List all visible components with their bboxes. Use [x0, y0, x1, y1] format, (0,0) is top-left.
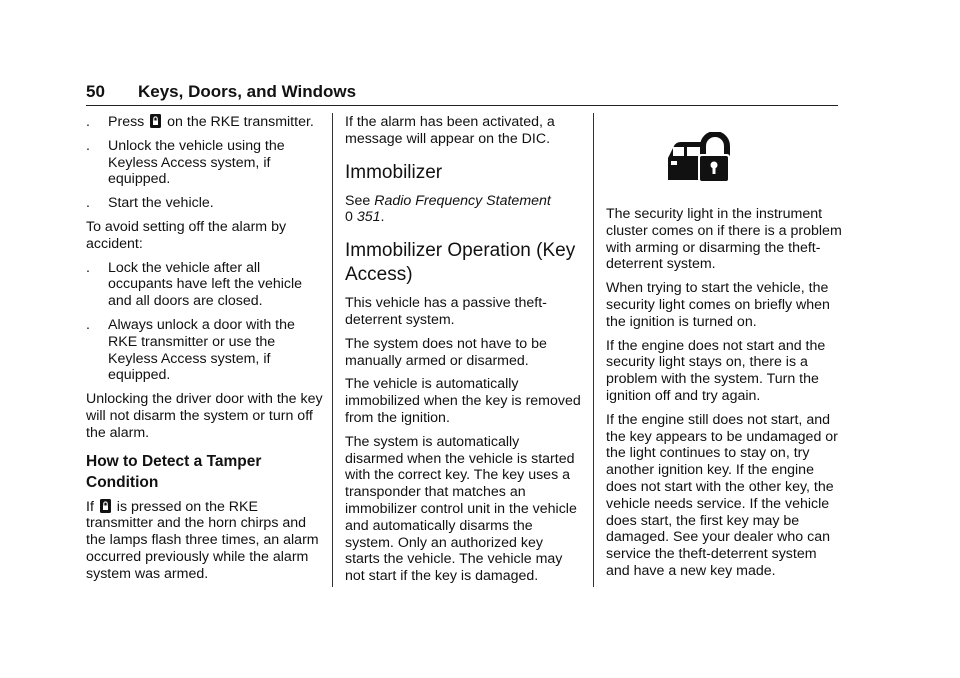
- column-2: [345, 114, 581, 592]
- page-ref-symbol: 0: [345, 209, 353, 226]
- bullet-text-after: on the RKE transmitter.: [167, 114, 314, 130]
- page-number: 50: [86, 82, 105, 101]
- paragraph: When trying to start the vehicle, the security light comes on briefly when the ignition is turned on.: [606, 280, 830, 330]
- page-header: [86, 82, 838, 106]
- bullet-text-before: Press: [108, 114, 145, 130]
- paragraph: If the engine still does not start, and the key appears to be undamaged or the light continues to stay on, try another ignition key. If the engine does not start with the other key, the vehicle needs service. If the vehicle does start, the first key may be damaged. See your dealer who can service the theft-deterrent system and have a new key made.: [606, 411, 838, 579]
- paragraph: This vehicle has a passive theft-deterrent system.: [345, 295, 547, 328]
- page-ref[interactable]: 351: [356, 209, 381, 226]
- bullet-text: Lock the vehicle after all occupants have left the vehicle and all doors are closed.: [108, 259, 303, 310]
- heading-immobilizer-operation: Immobilizer Operation (Key Access): [345, 240, 576, 286]
- security-light-figure: [606, 114, 842, 206]
- list-item: . Always unlock a door with the RKE transmitter or use the Keyless Access system, if equipped.: [86, 316, 295, 384]
- column-1: [86, 114, 324, 590]
- bullet-dot: .: [86, 114, 90, 130]
- bullet-text: Start the vehicle.: [108, 195, 214, 212]
- list-item: . Unlock the vehicle using the Keyless Access system, if equipped.: [86, 137, 285, 188]
- column-divider-1: [332, 113, 333, 587]
- heading-tamper: How to Detect a Tamper Condition: [86, 452, 262, 491]
- reference-link[interactable]: Radio Frequency Statement: [374, 192, 551, 209]
- heading-immobilizer: Immobilizer: [345, 161, 443, 183]
- paragraph: If the engine does not start and the security light stays on, there is a problem with the system. Turn the ignition off and try again.: [606, 337, 826, 404]
- bullet-text: Unlock the vehicle using the Keyless Access system, if equipped.: [108, 137, 285, 188]
- column-divider-2: [593, 113, 594, 587]
- lock-button-icon: [100, 499, 111, 513]
- security-light-icon: [666, 132, 730, 184]
- paragraph: The security light in the instrument cluster comes on if there is a problem with arming or disarming the theft-deterrent system.: [606, 206, 842, 273]
- paragraph: The system does not have to be manually armed or disarmed.: [345, 335, 547, 369]
- paragraph: The system is automatically disarmed when the vehicle is started with the correct key. The key uses a transponder that matches an immobilizer control unit in the vehicle and automatically disarms the system. Only an authorized key starts the vehicle. The vehicle may not start if the key is damaged.: [345, 433, 577, 585]
- list-item: [86, 114, 324, 131]
- paragraph: If the alarm has been activated, a message will appear on the DIC.: [345, 114, 555, 147]
- paragraph: To avoid setting off the alarm by accident:: [86, 218, 287, 252]
- column-3: [606, 114, 842, 587]
- bullet-text: Always unlock a door with the RKE transmitter or use the Keyless Access system, if equipped.: [108, 316, 295, 384]
- section-title: Keys, Doors, and Windows: [138, 82, 357, 101]
- see-reference: See Radio Frequency Statement 0 351.: [345, 192, 551, 226]
- paragraph: If is pressed on the RKE transmitter and the horn chirps and the lamps flash three times, an alarm occurred previously while the alarm system was armed.: [86, 498, 319, 582]
- list-item: . Start the vehicle.: [86, 195, 214, 212]
- list-item: . Lock the vehicle after all occupants have left the vehicle and all doors are closed.: [86, 259, 303, 310]
- lock-button-icon: [150, 114, 161, 128]
- paragraph: Unlocking the driver door with the key will not disarm the system or turn off the alarm.: [86, 391, 323, 441]
- paragraph: The vehicle is automatically immobilized when the key is removed from the ignition.: [345, 376, 581, 426]
